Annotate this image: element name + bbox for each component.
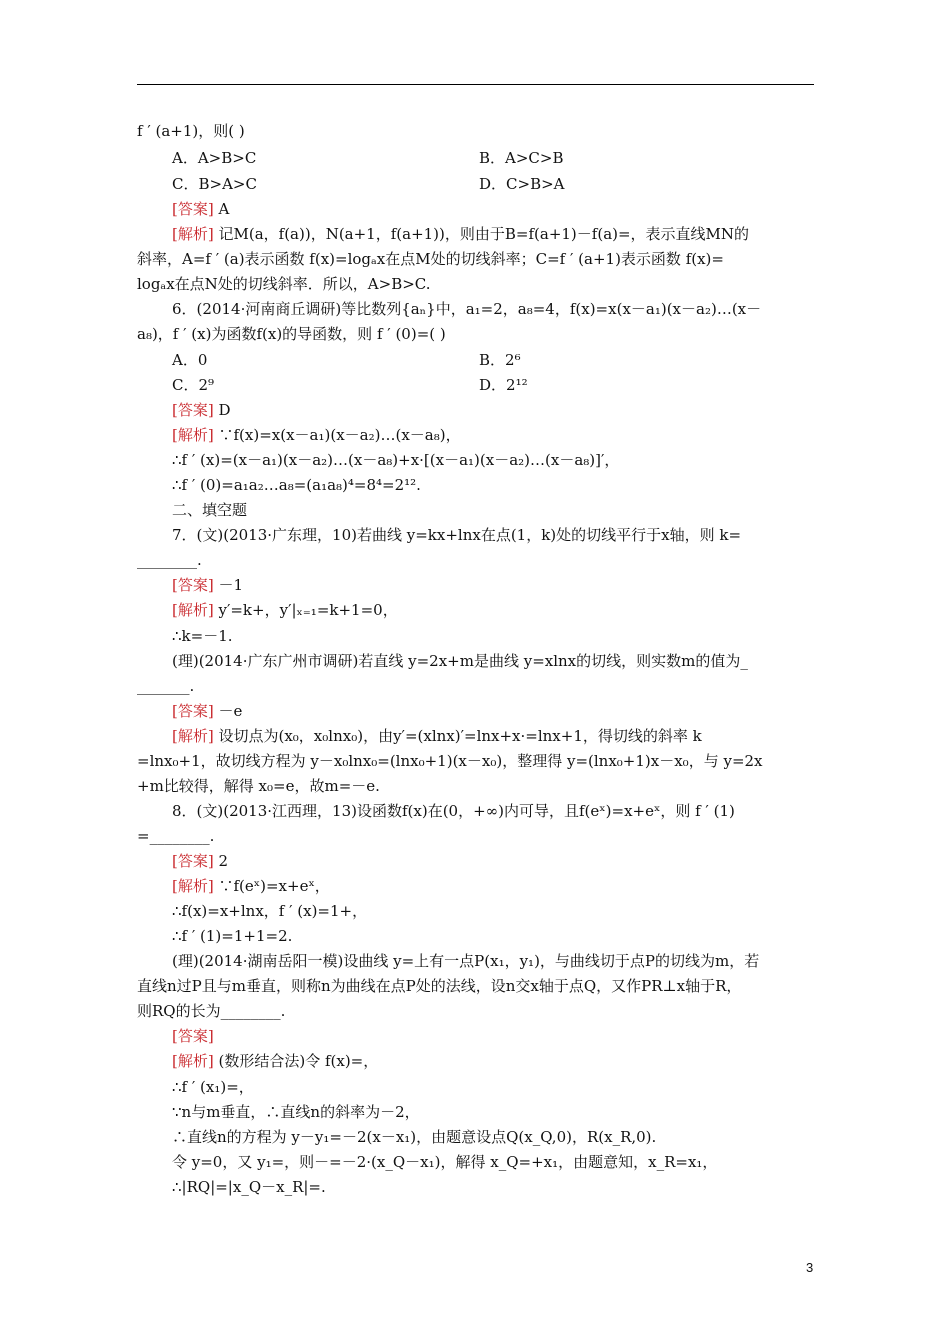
text-line: 6．(2014·河南商丘调研)等比数列{aₙ}中，a₁=2，a₈=4，f(x)=x(x－a₁)(x－a₂)…(x－ (172, 300, 762, 318)
text-line: 8．(文)(2013·江西理，13)设函数f(x)在(0，+∞)内可导，且f(eˣ)=x+eˣ，则 f ′ (1) (172, 802, 735, 820)
text-line: 则RQ的长为________. (137, 1002, 286, 1020)
text-line: ∴f ′ (x)=(x－a₁)(x－a₂)…(x－a₈)+x·[(x－a₁)(x－a₂)…(x－a₈)]′， (172, 451, 620, 469)
analysis-tag: [解析] (172, 601, 214, 619)
analysis-line (172, 600, 398, 620)
line-text: 设切点为(x₀，x₀lnx₀)，由y′=(xlnx)′=lnx+x·=lnx+1，得切线的斜率 k (213, 727, 702, 745)
analysis-line (172, 224, 749, 244)
answer-line (172, 199, 229, 219)
line-text: y′=k+，y′|ₓ₌₁=k+1=0， (213, 601, 398, 619)
line-text: D (213, 401, 231, 419)
text-line: ∵n与m垂直，∴直线n的斜率为－2， (172, 1103, 420, 1121)
text-line: (理)(2014·广东广州市调研)若直线 y=2x+m是曲线 y=xlnx的切线，则实数m的值为_ (172, 652, 748, 670)
text-line: ∴k=－1. (172, 627, 233, 645)
line-text: A (213, 200, 230, 218)
option-right: B．A>C>B (479, 149, 564, 167)
line-text: (数形结合法)令 f(x)=， (213, 1052, 379, 1070)
line-text: －1 (213, 576, 244, 594)
answer-tag: [答案] (172, 1027, 214, 1045)
line-text: ∵f(eˣ)=x+eˣ， (213, 877, 330, 895)
text-line: C．B>A>C (172, 175, 257, 193)
answer-tag: [答案] (172, 200, 214, 218)
answer-line (172, 851, 228, 871)
line-text: －e (213, 702, 243, 720)
text-line: ∴|RQ|=|x_Q－x_R|=. (172, 1178, 326, 1196)
text-line: =lnx₀+1，故切线方程为 y－x₀lnx₀=(lnx₀+1)(x－x₀)，整理得 y=(lnx₀+1)x－x₀，与 y=2x (137, 752, 763, 770)
line-text: 记M(a，f(a))，N(a+1，f(a+1))，则由于B=f(a+1)－f(a)=，表示直线MN的 (213, 225, 750, 243)
analysis-line (172, 1051, 378, 1071)
header-rule (137, 84, 814, 85)
page-number: 3 (806, 1260, 814, 1275)
text-line: 令 y=0，又 y₁=，则－=－2·(x_Q－x₁)，解得 x_Q=+x₁，由题意知，x_R=x₁， (172, 1153, 718, 1171)
answer-tag: [答案] (172, 852, 214, 870)
answer-line (172, 575, 243, 595)
text-line: ∴f ′ (0)=a₁a₂…a₈=(a₁a₈)⁴=8⁴=2¹². (172, 476, 421, 494)
option-right: B．2⁶ (479, 351, 521, 369)
option-right: D．2¹² (479, 376, 528, 394)
text-line: +m比较得，解得 x₀=e，故m=－e. (137, 777, 380, 795)
answer-line (172, 400, 231, 420)
text-line: (理)(2014·湖南岳阳一模)设曲线 y=上有一点P(x₁，y₁)，与曲线切于点P的切线为m，若 (172, 952, 760, 970)
text-line: A．A>B>C (172, 149, 257, 167)
text-line: a₈)，f ′ (x)为函数f(x)的导函数，则 f ′ (0)=( ) (137, 325, 446, 343)
text-line: 斜率，A=f ′ (a)表示函数 f(x)=logₐx在点M处的切线斜率；C=f ′ (a+1)表示函数 f(x)= (137, 250, 724, 268)
analysis-line (172, 876, 330, 896)
answer-tag: [答案] (172, 576, 214, 594)
analysis-tag: [解析] (172, 1052, 214, 1070)
analysis-tag: [解析] (172, 727, 214, 745)
text-line: =________. (137, 827, 215, 845)
text-line: ∴f ′ (x₁)=， (172, 1078, 254, 1096)
answer-line (172, 701, 242, 721)
analysis-line (172, 425, 461, 445)
text-line: 二、填空题 (172, 501, 248, 519)
analysis-line (172, 726, 702, 746)
option-right: D．C>B>A (479, 175, 565, 193)
answer-tag: [答案] (172, 401, 214, 419)
text-line: 7．(文)(2013·广东理，10)若曲线 y=kx+lnx在点(1，k)处的切线平行于x轴，则 k= (172, 526, 742, 544)
analysis-tag: [解析] (172, 877, 214, 895)
text-line: ________. (137, 551, 202, 569)
analysis-tag: [解析] (172, 225, 214, 243)
analysis-tag: [解析] (172, 426, 214, 444)
text-line: f ′ (a+1)，则( ) (137, 122, 245, 140)
text-line: C．2⁹ (172, 376, 215, 394)
answer-tag: [答案] (172, 702, 214, 720)
line-text: 2 (213, 852, 229, 870)
text-line: ∴f ′ (1)=1+1=2. (172, 927, 293, 945)
text-line: 直线n过P且与m垂直，则称n为曲线在点P处的法线，设n交x轴于点Q，又作PR⊥x轴于R， (137, 977, 742, 995)
text-line: ∴f(x)=x+lnx，f ′ (x)=1+， (172, 902, 368, 920)
text-line: ∴直线n的方程为 y－y₁=－2(x－x₁)，由题意设点Q(x_Q,0)，R(x_R,0). (172, 1128, 657, 1146)
text-line: A．0 (172, 351, 208, 369)
line-text: ∵f(x)=x(x－a₁)(x－a₂)…(x－a₈)， (213, 426, 461, 444)
text-line: logₐx在点N处的切线斜率．所以，A>B>C. (137, 275, 431, 293)
text-line: _______. (137, 677, 195, 695)
answer-line (172, 1026, 214, 1046)
